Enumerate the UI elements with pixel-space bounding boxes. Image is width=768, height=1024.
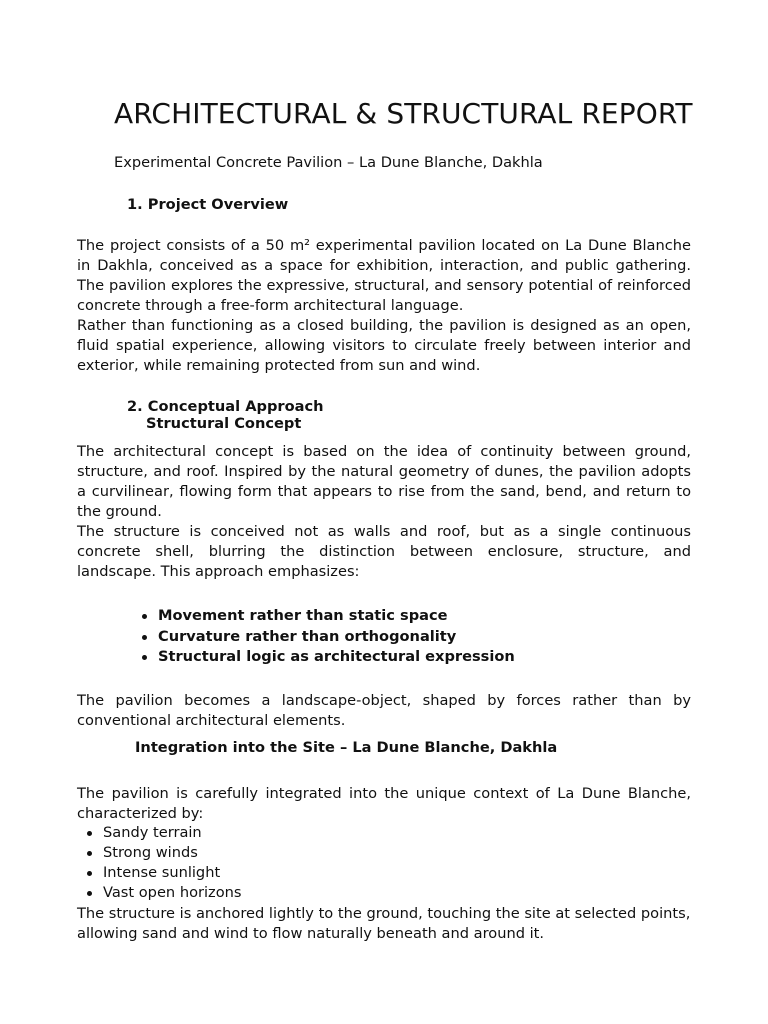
list-item: Vast open horizons [103, 883, 242, 903]
list-item: Intense sunlight [103, 863, 242, 883]
bullet-dot-icon [87, 831, 92, 836]
site-integration-paragraph: The pavilion is carefully integrated into the unique context of La Dune Blanche, characterized by: [77, 785, 691, 822]
report-subtitle: Experimental Concrete Pavilion – La Dune Blanche, Dakhla [114, 154, 543, 171]
subheading-structural-concept: Structural Concept [146, 415, 302, 432]
structural-concept-paragraph-2: The structure is conceived not as walls and roof, but as a single continuous concrete shell, blurring the distinction between enclosure, structure, and landscape. This approach emphasizes: [77, 523, 691, 580]
structural-concept-paragraph: The architectural concept is based on the idea of continuity between ground, structure, and roof. Inspired by the natural geometry of dunes, the pavilion adopts a curvilinear, flowing form that appears to rise from the sand, bend, and return to the ground. [77, 443, 691, 520]
section-heading-project-overview: 1. Project Overview [127, 196, 289, 213]
project-overview-paragraph-2: Rather than functioning as a closed building, the pavilion is designed as an open, fluid spatial experience, allowing visitors to circulate freely between interior and exterior, while remaining protected from sun and wind. [77, 317, 691, 374]
landscape-object-paragraph: The pavilion becomes a landscape-object, shaped by forces rather than by conventional architectural elements. [77, 692, 691, 729]
list-item: Strong winds [103, 843, 242, 863]
bullet-dot-icon [87, 851, 92, 856]
list-item: Sandy terrain [103, 823, 242, 843]
bullet-dot-icon [142, 635, 147, 640]
section-heading-conceptual-approach: 2. Conceptual Approach [127, 398, 324, 415]
bullet-dot-icon [142, 655, 147, 660]
anchoring-paragraph: The structure is anchored lightly to the ground, touching the site at selected points, allowing sand and wind to flow naturally beneath and around it. [77, 905, 691, 942]
list-item: Movement rather than static space [158, 606, 515, 627]
report-title: ARCHITECTURAL & STRUCTURAL REPORT [114, 97, 693, 130]
bullet-dot-icon [87, 891, 92, 896]
bullet-dot-icon [142, 614, 147, 619]
project-overview-paragraph: The project consists of a 50 m² experimental pavilion located on La Dune Blanche in Dakhla, conceived as a space for exhibition, interaction, and public gathering. The pavilion explores the expressive, structural, and sensory potential of reinforced concrete through a free-form architectural language. [77, 237, 691, 314]
bullet-dot-icon [87, 871, 92, 876]
site-characteristics-list [103, 823, 242, 903]
list-item: Structural logic as architectural expression [158, 647, 515, 668]
emphasis-list [158, 606, 515, 668]
list-item: Curvature rather than orthogonality [158, 627, 515, 648]
section-heading-site-integration: Integration into the Site – La Dune Blanche, Dakhla [135, 739, 558, 756]
